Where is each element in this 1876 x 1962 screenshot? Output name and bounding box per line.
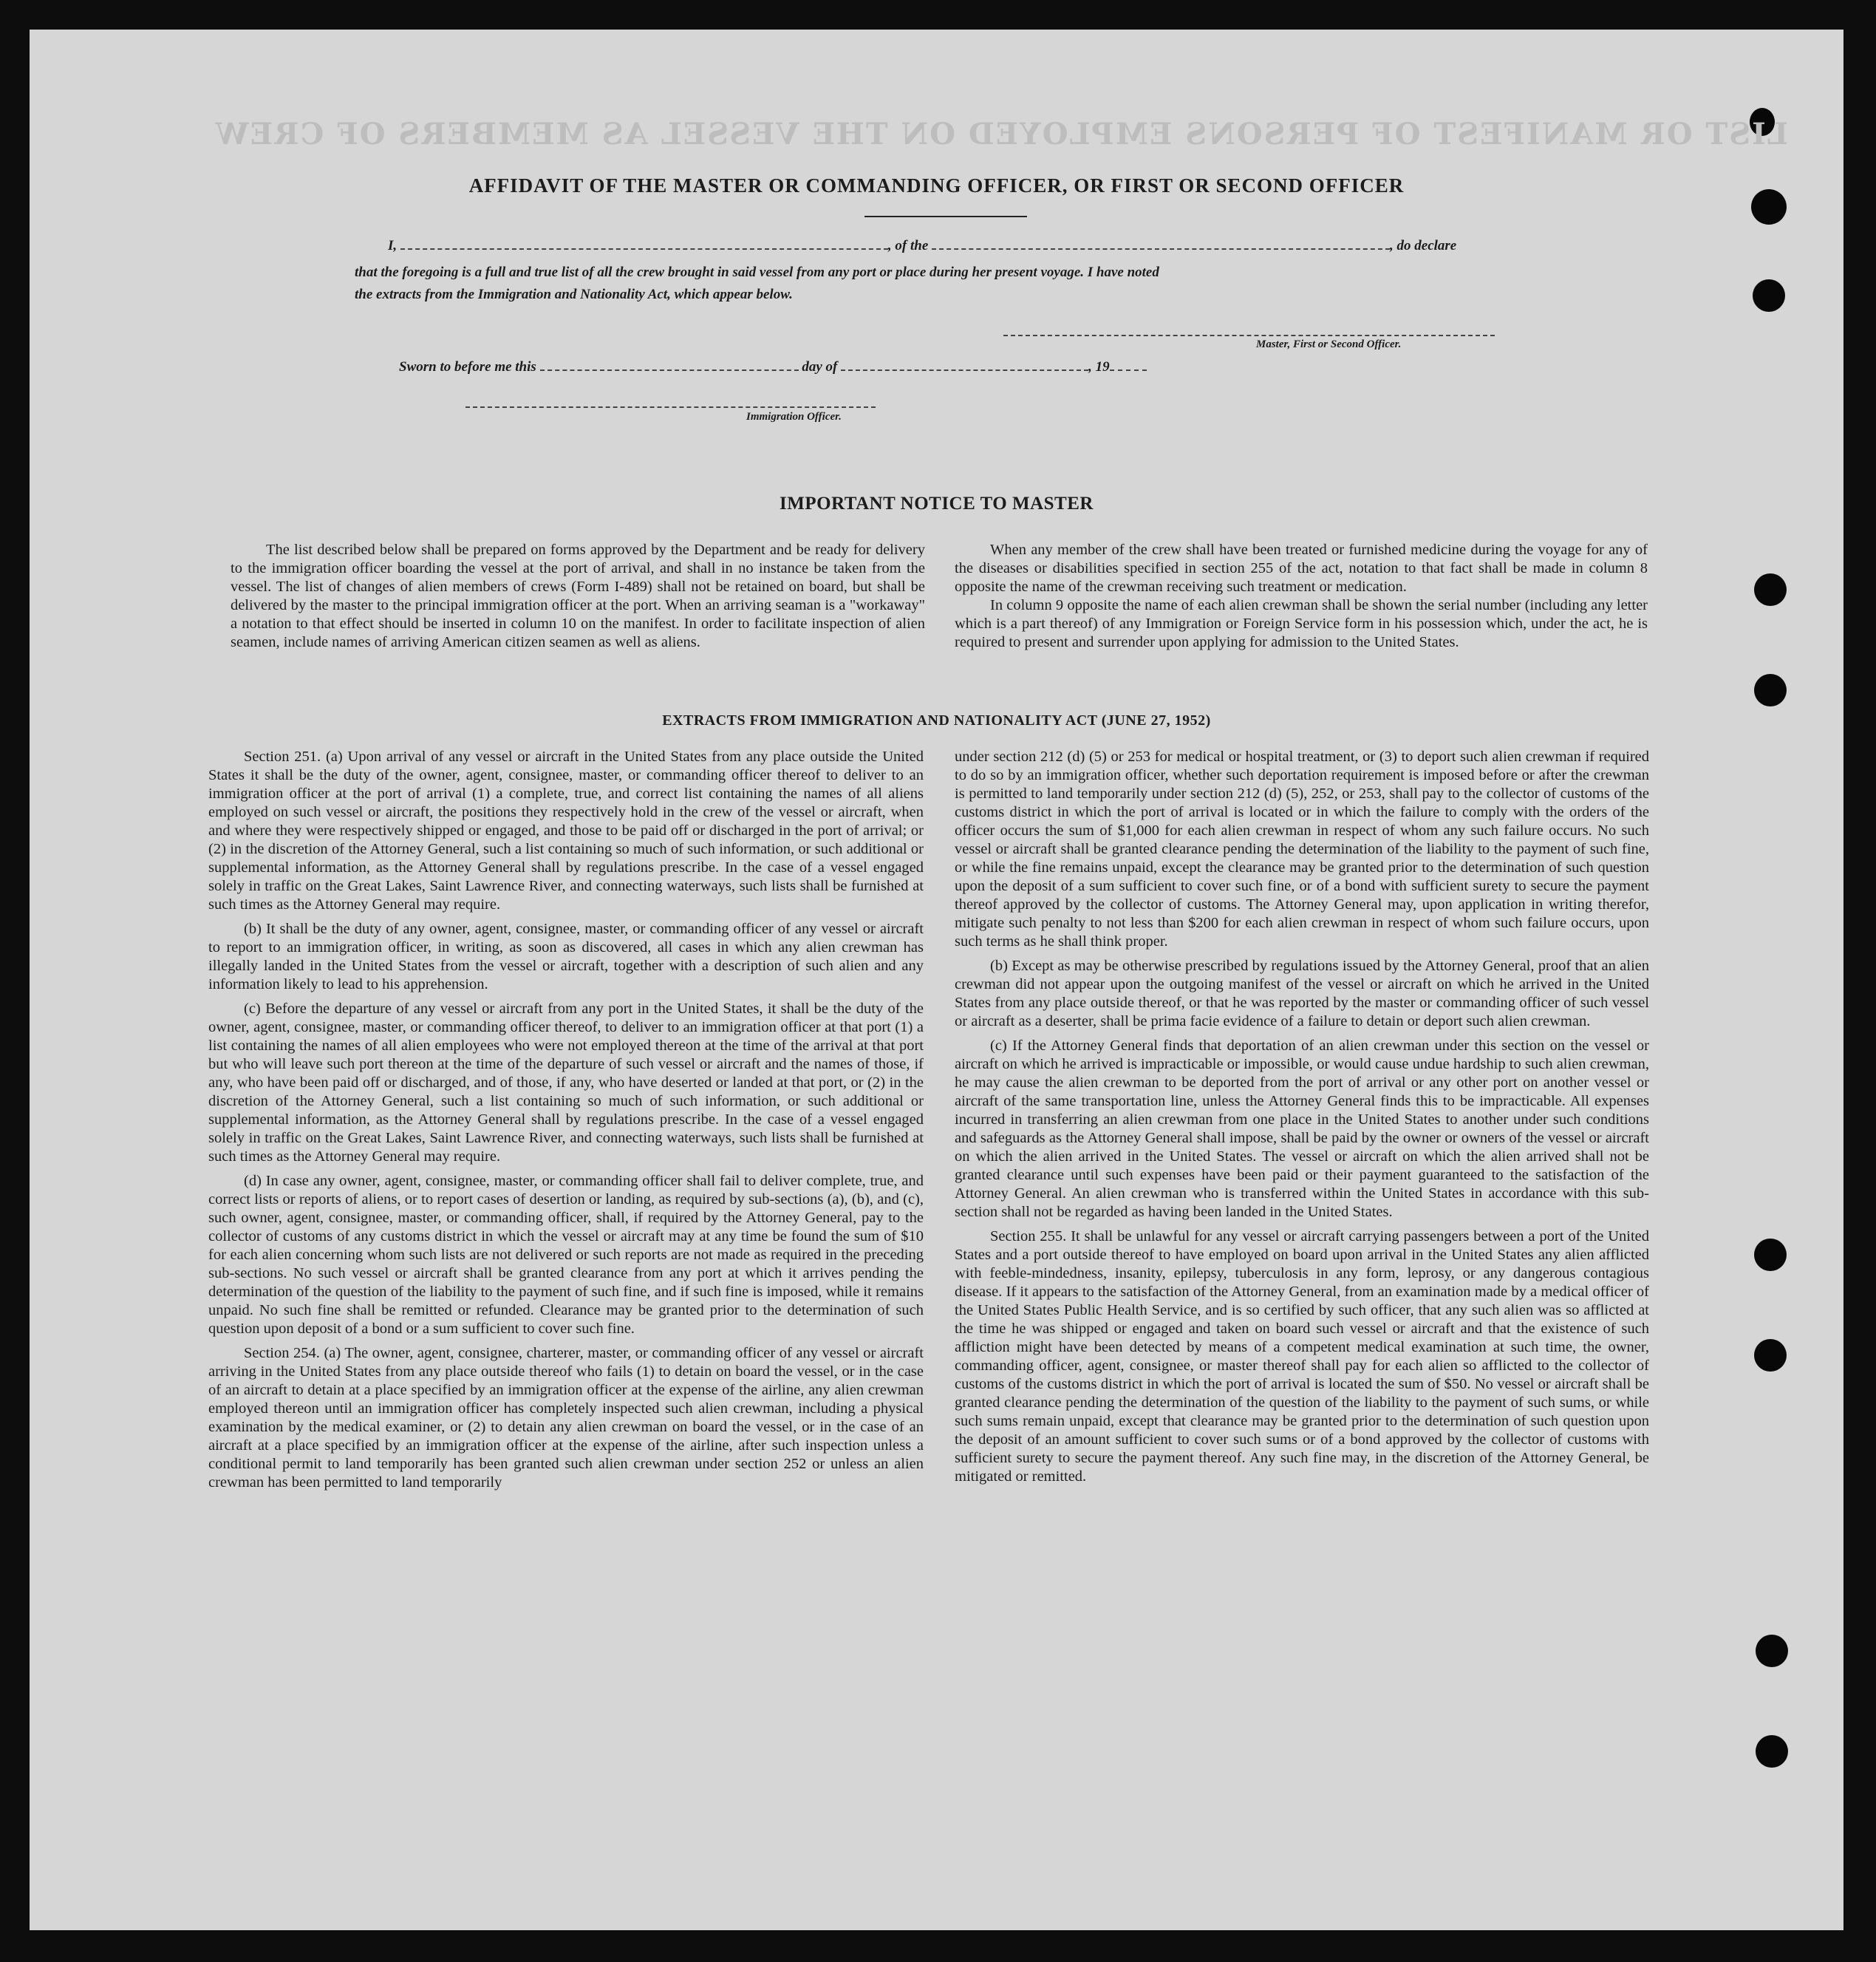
extract-paragraph: (d) In case any owner, agent, consignee, master, or commanding officer shall fail to deliver complete, true, and correct lists or reports of aliens, or to report cases of desertion or landing, as required by sub-sections (a), (b), and (c), such owner, agent, consignee, master, or commanding officer, shall, if required by the Attorney General, pay to the collector of customs of any customs district in which the vessel or aircraft may at any time be found the sum of $10 for each alien concerning whom such lists are not delivered or such reports are not made as required in the preceding sub-sections. No such vessel or aircraft shall be granted clearance from any port at which it arrives pending the determination of the question of the liability to the payment of such fine, and if such fine is imposed, while it remains unpaid. No such fine shall be remitted or refunded. Clearance may be granted prior to the determination of such question upon deposit of a bond or a sum sufficient to cover such fine. — [208, 1173, 924, 1337]
extract-paragraph: (b) Except as may be otherwise prescribed by regulations issued by the Attorney General, proof that an alien crewman did not appear upon the outgoing manifest of the vessel or aircraft on which he arrived in the United States from any place outside thereof, or that he was reported by the master or commanding officer of such vessel or aircraft as a deserter, shall be prima facie evidence of a failure to detain or deport such alien crewman. — [955, 958, 1649, 1029]
punch-hole-icon — [1754, 674, 1787, 706]
sworn-year-field[interactable] — [1110, 359, 1147, 371]
extracts-left-column — [208, 748, 924, 1498]
immigration-officer-signature-field[interactable] — [465, 406, 876, 408]
affidavit-statement: that the foregoing is a full and true list of all the crew brought in said vessel from any port or place during her present voyage. I have noted — [355, 265, 1159, 280]
punch-hole-icon — [1754, 573, 1787, 606]
punch-hole-icon — [1754, 1239, 1787, 1271]
declarant-label: I, — [388, 238, 398, 253]
notice-paragraph: In column 9 opposite the name of each alien crewman shall be shown the serial number (including any letter which is a part thereof) of any Immigration or Foreign Service form in his possession which, under the act, he is required to present and surrender upon applying for admission to the United States. — [955, 597, 1648, 650]
punch-hole-icon — [1753, 279, 1785, 312]
master-signature-field[interactable] — [1003, 335, 1495, 336]
declarant-line — [388, 238, 1456, 254]
extract-paragraph: Section 254. (a) The owner, agent, consignee, charterer, master, or commanding officer of any vessel or aircraft arriving in the United States from any place outside thereof who fails (1) to detain on board the vessel, or in the case of an aircraft to detain at a place specified by an immigration officer at the expense of the airline, any alien crewman employed thereon until an immigration officer has completely inspected such alien crewman, including a physical examination by the medical examiner, or (2) to detain any alien crewman on board the vessel, or in the case of an aircraft at a place specified by an immigration officer at the expense of the airline, after such inspection unless a conditional permit to land temporarily has been granted such alien crewman under section 252 or unless an alien crewman has been permitted to land temporarily — [208, 1345, 924, 1491]
bleed-through-header: LIST OR MANIFEST OF PERSONS EMPLOYED ON THE VESSEL AS MEMBERS OF CREW — [214, 117, 1788, 151]
notice-left-column — [231, 541, 925, 658]
notice-paragraph: The list described below shall be prepared on forms approved by the Department and be ready for delivery to the immigration officer boarding the vessel at the port of arrival, and shall in no instance be taken from the vessel. The list of changes of alien members of crews (Form I-489) shall not be retained on board, but shall be delivered by the master to the principal immigration officer at the port. When an arriving seaman is a "workaway" a notation to that effect should be inserted in column 10 on the manifest. In order to facilitate inspection of alien seamen, include names of arriving American citizen seamen as well as aliens. — [231, 542, 925, 650]
sworn-day-field[interactable] — [540, 359, 799, 371]
notice-title: IMPORTANT NOTICE TO MASTER — [780, 494, 1094, 514]
extract-paragraph: Section 255. It shall be unlawful for any vessel or aircraft carrying passengers between a port of the United States and a port outside thereof to have employed on board upon arrival in the United States any alien afflicted with feeble-mindedness, insanity, epilepsy, tuberculosis in any form, leprosy, or any dangerous contagious disease. If it appears to the satisfaction of the Attorney General, from an examination made by a medical officer of the United States Public Health Service, and is so certified by such officer, that any such alien was so afflicted at the time he was shipped or engaged and taken on board such vessel or aircraft and that the existence of such affliction might have been detected by means of a competent medical examination at such time, the owner, commanding officer, agent, consignee, or master thereof shall pay for each alien so afflicted to the collector of customs of the customs district in which the port of arrival is located the sum of $50. No vessel or aircraft shall be granted clearance pending the determination of the question of the liability to the payment of such sums, or while such sums remain unpaid, except that clearance may be granted prior to the determination of such question upon the deposit of an amount sufficient to cover such sums or of a bond approved by the collector of customs with sufficient surety to secure the payment thereof. Any such fine may, in the discretion of the Attorney General, be mitigated or remitted. — [955, 1228, 1649, 1485]
notice-paragraph: When any member of the crew shall have been treated or furnished medicine during the voyage for any of the diseases or disabilities specified in section 255 of the act, notation to that fact shall be made in column 8 opposite the name of the crewman receiving such treatment or medication. — [955, 542, 1648, 595]
vessel-name-field[interactable] — [932, 238, 1390, 250]
sworn-label: Sworn to before me this — [399, 359, 536, 375]
affidavit-title: AFFIDAVIT OF THE MASTER OR COMMANDING OFFICER, OR FIRST OR SECOND OFFICER — [468, 174, 1405, 197]
day-label: day of — [802, 359, 838, 375]
declare-label: , do declare — [1390, 238, 1457, 253]
affidavit-statement-2: the extracts from the Immigration and Nationality Act, which appear below. — [355, 287, 793, 302]
punch-hole-icon — [1754, 1339, 1787, 1372]
year-label: , 19 — [1088, 359, 1110, 375]
extract-paragraph: (c) Before the departure of any vessel or aircraft from any port in the United States, it shall be the duty of the owner, agent, consignee, master, or commanding officer thereof, to deliver to an immigration officer at that port (1) a list containing the names of all alien employees who were not employed thereon at the time of the arrival at that port but who will leave such port thereon at the time of the departure of such vessel or aircraft and the names of those, if any, who have been paid off or discharged, and of those, if any, who have deserted or landed at that port, or (2) in the discretion of the Attorney General, such a list containing so much of such information, or such additional or supplemental information, as the Attorney General shall by regulations prescribe. In the case of a vessel engaged solely in traffic on the Great Lakes, Saint Lawrence River, and connecting waterways, such lists shall be furnished at such times as the Attorney General may require. — [208, 1001, 924, 1165]
extracts-title: EXTRACTS FROM IMMIGRATION AND NATIONALITY ACT (JUNE 27, 1952) — [662, 712, 1211, 729]
sworn-line — [399, 359, 1147, 375]
extract-paragraph: Section 251. (a) Upon arrival of any vessel or aircraft in the United States from any place outside the United States it shall be the duty of the owner, agent, consignee, master, or commanding officer thereof to deliver to an immigration officer at the port of arrival (1) a complete, true, and correct list containing the names of all aliens employed on such vessel or aircraft, the positions they respectively hold in the crew of the vessel or aircraft, when and where they were respectively shipped or engaged, and those to be paid off or discharged in the port of arrival; or (2) in the discretion of the Attorney General, such a list containing so much of such information, or such additional or supplemental information, as the Attorney General shall by regulations prescribe. In the case of a vessel engaged solely in traffic on the Great Lakes, Saint Lawrence River, and connecting waterways, such lists shall be furnished at such times as the Attorney General may require. — [208, 749, 924, 913]
extracts-right-column — [955, 748, 1649, 1492]
notice-right-column — [955, 541, 1648, 658]
extract-paragraph: under section 212 (d) (5) or 253 for medical or hospital treatment, or (3) to deport such alien crewman if required to do so by an immigration officer, whether such deportation requirement is imposed before or after the crewman is permitted to land temporarily under section 212 (d) (5), 252, or 253, shall pay to the collector of customs of the customs district in which the port of arrival is located or in which the failure to comply with the orders of the officer occurs the sum of $1,000 for each alien crewman in respect of whom any such failure occurs. No such vessel or aircraft shall be granted clearance pending the determination of the liability to the payment of such fine, or while the fine remains unpaid, except the clearance may be granted prior to the determination of such question upon the deposit of a sum sufficient to cover such fine, or of a bond with sufficient surety to secure the payment thereof approved by the collector of customs. The Attorney General may, upon application in writing therefor, mitigate such penalty to not less than $200 for each alien crewman in respect of whom such failure occurs, upon such terms as he shall think proper. — [955, 749, 1649, 950]
immigration-officer-caption: Immigration Officer. — [746, 411, 842, 423]
master-signature-caption: Master, First or Second Officer. — [1256, 338, 1402, 350]
punch-hole-icon — [1756, 1735, 1788, 1768]
declarant-name-field[interactable] — [400, 238, 888, 250]
vessel-label: , of the — [887, 238, 929, 253]
extract-paragraph: (b) It shall be the duty of any owner, agent, consignee, master, or commanding officer of any vessel or aircraft to report to an immigration officer, in writing, as soon as discovered, all cases in which any alien crewman has illegally landed in the United States from the vessel or aircraft, together with a description of such alien and any information likely to lead to his apprehension. — [208, 921, 924, 992]
title-divider — [864, 216, 1027, 217]
punch-hole-icon — [1756, 1635, 1788, 1667]
sworn-month-field[interactable] — [841, 359, 1088, 371]
extract-paragraph: (c) If the Attorney General finds that deportation of an alien crewman under this section on the vessel or aircraft on which he arrived is impracticable or impossible, or would cause undue hardship to such alien crewman, he may cause the alien crewman to be deported from the port of arrival or any other port on another vessel or aircraft of the same transportation line, unless the Attorney General finds this to be impracticable. All expenses incurred in transferring an alien crewman from one place in the United States to another under such conditions and safeguards as the Attorney General shall impose, shall be paid by the owner or owners of the vessel or aircraft on which the alien arrived in the United States. The vessel or aircraft on which the alien arrived shall not be granted clearance until such expenses have been paid or their payment guaranteed to the satisfaction of the Attorney General. An alien crewman who is transferred within the United States in accordance with this sub-section shall not be regarded as having been landed in the United States. — [955, 1038, 1649, 1220]
document-page — [30, 30, 1843, 1930]
